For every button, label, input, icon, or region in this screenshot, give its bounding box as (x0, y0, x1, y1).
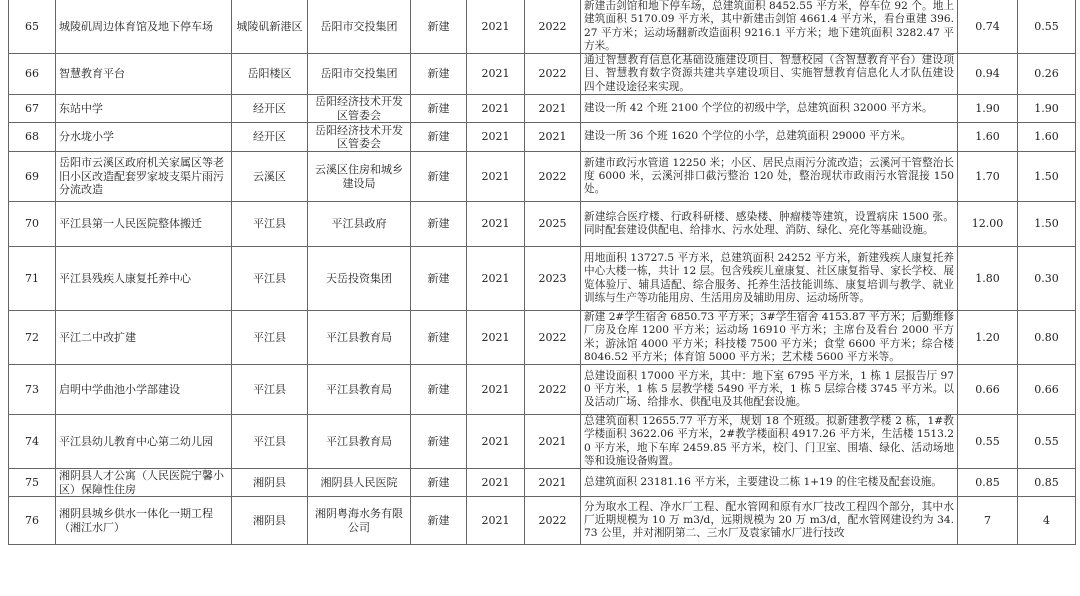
construction-scope: 新建市政污水管道 12250 米；小区、居民点雨污分流改造；云溪河干管整治长度 6000 米，云溪河排口截污整治 120 处，整治现状市政雨污水管混接 150 处。 (581, 152, 958, 202)
district: 经开区 (232, 123, 308, 152)
row-number: 69 (9, 152, 56, 202)
project-name: 平江县第一人民医院整体搬迁 (56, 202, 232, 247)
project-name: 分水垅小学 (56, 123, 232, 152)
planned-investment: 0.85 (1018, 469, 1076, 497)
construction-scope: 建设一所 42 个班 2100 个学位的初级中学，总建筑面积 32000 平方米。 (581, 95, 958, 123)
construction-scope: 通过智慧教育信息化基础设施建设项目、智慧校园（含智慧教育平台）建设项目、智慧教育数字资源共建共享建设项目、实施智慧教育信息化人才队伍建设四个建设途径来实现。 (581, 54, 958, 95)
row-number: 75 (9, 469, 56, 497)
project-name: 东站中学 (56, 95, 232, 123)
construction-scope: 用地面积 13727.5 平方米，总建筑面积 24252 平方米，新建残疾人康复托养中心大楼一栋，共计 12 层。包含残疾儿童康复、社区康复指导、家长学校、展览体验厅、辅具适配、综合服务、托养生活技能训练、康复培训与教学、就业训练与生产等功能用房、生活用房及辅助用房、运动场所等。 (581, 247, 958, 311)
row-number: 73 (9, 365, 56, 415)
district: 平江县 (232, 415, 308, 469)
responsible-unit: 云溪区住房和城乡建设局 (308, 152, 411, 202)
total-investment: 0.94 (958, 54, 1018, 95)
row-number: 72 (9, 311, 56, 365)
table-row (9, 415, 1076, 469)
start-year: 2021 (467, 247, 525, 311)
end-year: 2022 (525, 152, 581, 202)
table-row (9, 54, 1076, 95)
responsible-unit: 湘阴粤海水务有限公司 (308, 497, 411, 545)
start-year: 2021 (467, 469, 525, 497)
responsible-unit: 岳阳经济技术开发区管委会 (308, 123, 411, 152)
build-type: 新建 (411, 497, 467, 545)
table-row (9, 0, 1076, 54)
table-row (9, 152, 1076, 202)
total-investment: 1.90 (958, 95, 1018, 123)
project-name: 平江县残疾人康复托养中心 (56, 247, 232, 311)
planned-investment: 0.55 (1018, 0, 1076, 54)
end-year: 2022 (525, 365, 581, 415)
construction-scope: 分为取水工程、净水厂工程、配水管网和原有水厂技改工程四个部分，其中水厂近期规模为 10 万 m3/d，远期规模为 20 万 m3/d，配水管网建设约为 34.73 公里，并对湘阴第二、三水厂及袁家铺水厂进行技改 (581, 497, 958, 545)
table-row (9, 497, 1076, 545)
planned-investment: 1.60 (1018, 123, 1076, 152)
end-year: 2021 (525, 469, 581, 497)
project-name: 湘阴县城乡供水一体化一期工程（湘江水厂） (56, 497, 232, 545)
table-body (9, 0, 1076, 545)
start-year: 2021 (467, 152, 525, 202)
district: 湘阴县 (232, 469, 308, 497)
project-name: 平江二中改扩建 (56, 311, 232, 365)
row-number: 67 (9, 95, 56, 123)
end-year: 2021 (525, 415, 581, 469)
construction-scope: 新建击剑馆和地下停车场，总建筑面积 8452.55 平方米，停车位 92 个。地上建筑面积 5170.09 平方米，其中新建击剑馆 4661.4 平方米，看台重建 396.27 平方米；运动场翻新改造面积 9216.1 平方米；地下建筑面积 3282.47 平方米。 (581, 0, 958, 54)
end-year: 2022 (525, 0, 581, 54)
end-year: 2021 (525, 95, 581, 123)
table-row (9, 311, 1076, 365)
total-investment: 0.55 (958, 415, 1018, 469)
responsible-unit: 岳阳市交投集团 (308, 0, 411, 54)
total-investment: 1.70 (958, 152, 1018, 202)
start-year: 2021 (467, 123, 525, 152)
planned-investment: 0.80 (1018, 311, 1076, 365)
start-year: 2021 (467, 415, 525, 469)
table-row (9, 469, 1076, 497)
project-table (8, 0, 1076, 545)
responsible-unit: 湘阴县人民医院 (308, 469, 411, 497)
build-type: 新建 (411, 311, 467, 365)
project-name: 智慧教育平台 (56, 54, 232, 95)
start-year: 2021 (467, 311, 525, 365)
build-type: 新建 (411, 415, 467, 469)
responsible-unit: 平江县教育局 (308, 415, 411, 469)
start-year: 2021 (467, 365, 525, 415)
district: 平江县 (232, 311, 308, 365)
start-year: 2021 (467, 54, 525, 95)
district: 湘阴县 (232, 497, 308, 545)
construction-scope: 建设一所 36 个班 1620 个学位的小学，总建筑面积 29000 平方米。 (581, 123, 958, 152)
table-row (9, 95, 1076, 123)
responsible-unit: 平江县教育局 (308, 365, 411, 415)
row-number: 76 (9, 497, 56, 545)
planned-investment: 0.66 (1018, 365, 1076, 415)
district: 平江县 (232, 365, 308, 415)
responsible-unit: 岳阳经济技术开发区管委会 (308, 95, 411, 123)
construction-scope: 总建筑面积 23181.16 平方米，主要建设二栋 1+19 的住宅楼及配套设施。 (581, 469, 958, 497)
responsible-unit: 平江县教育局 (308, 311, 411, 365)
build-type: 新建 (411, 469, 467, 497)
project-name: 启明中学曲池小学部建设 (56, 365, 232, 415)
build-type: 新建 (411, 54, 467, 95)
total-investment: 7 (958, 497, 1018, 545)
build-type: 新建 (411, 152, 467, 202)
end-year: 2021 (525, 123, 581, 152)
start-year: 2021 (467, 202, 525, 247)
total-investment: 1.80 (958, 247, 1018, 311)
planned-investment: 4 (1018, 497, 1076, 545)
district: 平江县 (232, 247, 308, 311)
table-row (9, 365, 1076, 415)
start-year: 2021 (467, 497, 525, 545)
planned-investment: 0.26 (1018, 54, 1076, 95)
build-type: 新建 (411, 95, 467, 123)
construction-scope: 新建综合医疗楼、行政科研楼、感染楼、肿瘤楼等建筑，设置病床 1500 张。同时配套建设供配电、给排水、污水处理、消防、绿化、亮化等基础设施。 (581, 202, 958, 247)
construction-scope: 总建筑面积 12655.77 平方米，规划 18 个班级。拟新建教学楼 2 栋，1#教学楼面积 3622.06 平方米，2#教学楼面积 4917.26 平方米，生活楼 1513.20 平方米，地下车库 2459.85 平方米，校门、门卫室、围墙、绿化、活动场地等和设施设备购置。 (581, 415, 958, 469)
build-type: 新建 (411, 0, 467, 54)
end-year: 2023 (525, 247, 581, 311)
end-year: 2025 (525, 202, 581, 247)
district: 云溪区 (232, 152, 308, 202)
start-year: 2021 (467, 95, 525, 123)
responsible-unit: 天岳投资集团 (308, 247, 411, 311)
planned-investment: 1.90 (1018, 95, 1076, 123)
table-row (9, 123, 1076, 152)
build-type: 新建 (411, 365, 467, 415)
planned-investment: 1.50 (1018, 152, 1076, 202)
row-number: 74 (9, 415, 56, 469)
build-type: 新建 (411, 247, 467, 311)
responsible-unit: 岳阳市交投集团 (308, 54, 411, 95)
total-investment: 0.74 (958, 0, 1018, 54)
responsible-unit: 平江县政府 (308, 202, 411, 247)
table-row (9, 247, 1076, 311)
start-year: 2021 (467, 0, 525, 54)
project-name: 城陵矶周边体育馆及地下停车场 (56, 0, 232, 54)
total-investment: 12.00 (958, 202, 1018, 247)
row-number: 71 (9, 247, 56, 311)
row-number: 65 (9, 0, 56, 54)
construction-scope: 新建 2#学生宿舍 6850.73 平方米；3#学生宿舍 4153.87 平方米；后勤维修厂房及仓库 1200 平方米；运动场 16910 平方米；主席台及看台 2000 平方米；游泳馆 4000 平方米；科技楼 7500 平方米；食堂 6600 平方米；综合楼 8046.52 平方米；体育馆 5000 平方米；艺术楼 5600 平方米等。 (581, 311, 958, 365)
table-row (9, 202, 1076, 247)
build-type: 新建 (411, 202, 467, 247)
total-investment: 1.60 (958, 123, 1018, 152)
project-name: 湘阴县人才公寓（人民医院宁馨小区）保障性住房 (56, 469, 232, 497)
row-number: 70 (9, 202, 56, 247)
end-year: 2022 (525, 54, 581, 95)
project-name: 岳阳市云溪区政府机关家属区等老旧小区改造配套罗家坡支渠片雨污分流改造 (56, 152, 232, 202)
district: 城陵矶新港区 (232, 0, 308, 54)
row-number: 66 (9, 54, 56, 95)
construction-scope: 总建设面积 17000 平方米，其中：地下室 6795 平方米，1 栋 1 层报告厅 970 平方米，1 栋 5 层教学楼 5490 平方米，1 栋 5 层综合楼 3745 平方米。以及活动广场、给排水、供配电及其他配套设施。 (581, 365, 958, 415)
total-investment: 0.85 (958, 469, 1018, 497)
planned-investment: 0.55 (1018, 415, 1076, 469)
project-name: 平江县幼儿教育中心第二幼儿园 (56, 415, 232, 469)
total-investment: 1.20 (958, 311, 1018, 365)
end-year: 2022 (525, 311, 581, 365)
total-investment: 0.66 (958, 365, 1018, 415)
district: 岳阳楼区 (232, 54, 308, 95)
district: 平江县 (232, 202, 308, 247)
end-year: 2022 (525, 497, 581, 545)
build-type: 新建 (411, 123, 467, 152)
planned-investment: 1.50 (1018, 202, 1076, 247)
planned-investment: 0.30 (1018, 247, 1076, 311)
row-number: 68 (9, 123, 56, 152)
district: 经开区 (232, 95, 308, 123)
